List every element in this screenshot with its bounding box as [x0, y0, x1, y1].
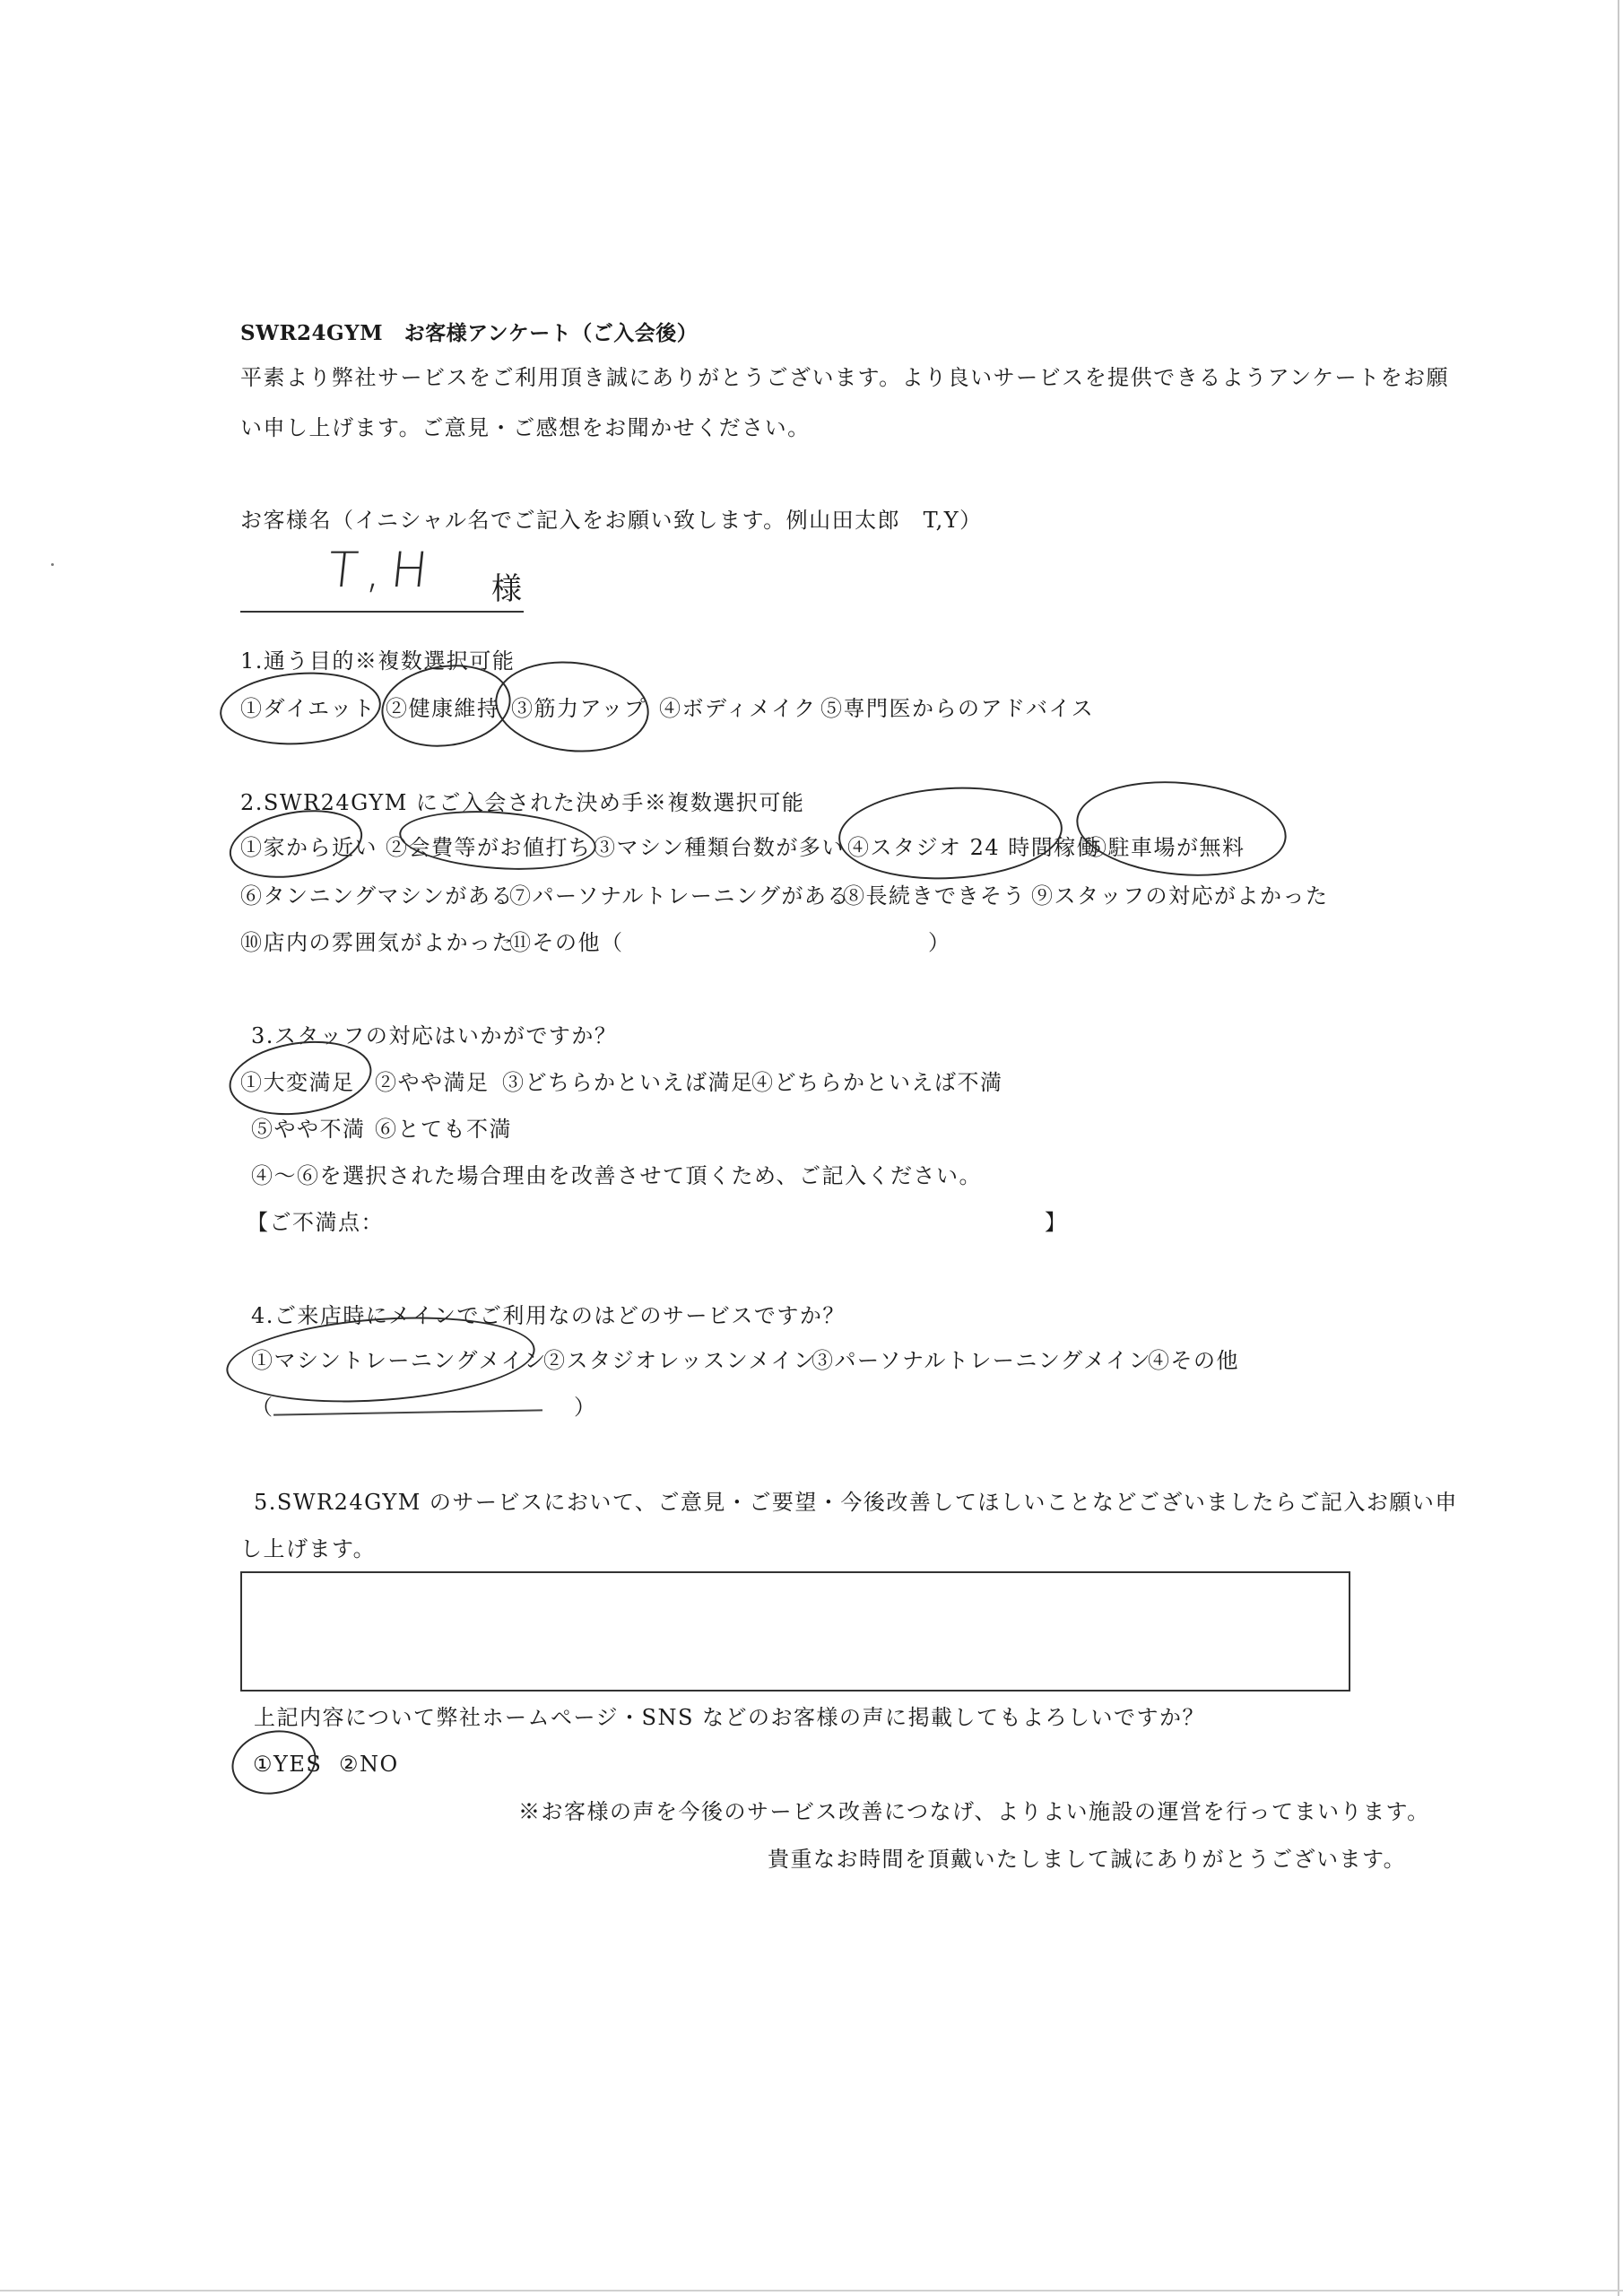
selection-circle	[837, 782, 1065, 885]
q3-option-1: ①大変満足	[240, 1070, 355, 1095]
q2-option-4: ④スタジオ 24 時間稼働	[847, 835, 1100, 860]
q5-title-line2: し上げます。	[240, 1536, 377, 1561]
pencil-stroke	[273, 1409, 542, 1415]
q1-option-3: ③筋力アップ	[511, 696, 647, 721]
q1-option-1: ①ダイエット	[240, 696, 377, 721]
publish-question: 上記内容について弊社ホームページ・SNS などのお客様の声に掲載してもよろしいですか？	[254, 1705, 1206, 1730]
q2-option-10: ⑩店内の雰囲気がよかった	[240, 930, 515, 955]
q4-title: 4.ご来店時にメインでご利用なのはどのサービスですか？	[251, 1303, 846, 1328]
q4-option-2: ②スタジオレッスンメイン	[543, 1348, 817, 1373]
selection-circle	[217, 667, 383, 750]
q1-option-2: ②健康維持	[386, 696, 500, 721]
q1-option-4: ④ボディメイク	[659, 696, 817, 721]
footer-note: ※お客様の声を今後のサービス改善につなげ、よりよい施設の運営を行ってまいります。	[518, 1799, 1430, 1824]
intro-text-line2: い申し上げます。ご意見・ご感想をお聞かせください。	[240, 415, 811, 440]
q2-option-1: ①家から近い	[240, 835, 378, 860]
q3-option-4: ④どちらかといえば不満	[751, 1070, 1003, 1095]
q3-option-2: ②やや満足	[375, 1070, 490, 1095]
name-suffix: 様	[491, 571, 522, 607]
q4-other-close: ）	[574, 1395, 597, 1420]
q1-title: 1.通う目的※複数選択可能	[240, 648, 516, 674]
q3-option-6: ⑥とても不満	[375, 1117, 512, 1142]
dissatisfaction-close: 】	[1045, 1210, 1068, 1235]
q4-other-open: （	[251, 1395, 274, 1420]
q2-option-6: ⑥タンニングマシンがある	[240, 883, 514, 909]
q4-option-1: ①マシントレーニングメイン	[251, 1348, 547, 1373]
scan-speck	[51, 563, 54, 566]
dissatisfaction-label: 【ご不満点：	[247, 1210, 384, 1235]
scan-edge-right	[1618, 0, 1619, 2296]
q4-option-4: ④その他	[1148, 1348, 1239, 1373]
q3-option-3: ③どちらかといえば満足	[502, 1070, 754, 1095]
name-underline	[240, 611, 524, 613]
q2-title: 2.SWR24GYM にご入会された決め手※複数選択可能	[240, 790, 805, 815]
q3-note: ④〜⑥を選択された場合理由を改善させて頂くため、ご記入ください。	[251, 1163, 983, 1188]
intro-text-line1: 平素より弊社サービスをご利用頂き誠にありがとうございます。より良いサービスを提供できるようアンケートをお願	[240, 365, 1450, 390]
handwritten-initials: T,H	[325, 542, 440, 598]
q2-option-7: ⑦パーソナルトレーニングがある	[509, 883, 850, 909]
q4-option-3: ③パーソナルトレーニングメイン	[812, 1348, 1152, 1373]
publish-option-yes: ①YES	[253, 1752, 323, 1777]
q2-option-5: ⑤駐車場が無料	[1085, 835, 1245, 860]
q2-option-9: ⑨スタッフの対応がよかった	[1031, 883, 1329, 909]
selection-circle	[490, 654, 654, 759]
q3-title: 3.スタッフの対応はいかがですか？	[251, 1023, 618, 1048]
publish-option-no: ②NO	[339, 1752, 399, 1777]
q5-answer-box[interactable]	[240, 1571, 1350, 1692]
scan-edge-bottom	[0, 2290, 1623, 2292]
selection-circle	[226, 1723, 322, 1802]
selection-circle	[1072, 773, 1290, 884]
q2-option-2: ②会費等がお値打ち	[386, 835, 592, 860]
q2-other-close: ）	[928, 930, 951, 955]
survey-title: SWR24GYM お客様アンケート（ご入会後）	[240, 321, 699, 345]
q2-option-3: ③マシン種類台数が多い	[594, 835, 845, 860]
q2-option-8: ⑧長続きできそう	[843, 883, 1026, 909]
footer-thanks: 貴重なお時間を頂戴いたしまして誠にありがとうございます。	[768, 1847, 1407, 1872]
q3-option-5: ⑤やや不満	[251, 1117, 366, 1142]
q2-option-11: ⑪その他（	[509, 930, 624, 955]
q5-title-line1: 5.SWR24GYM のサービスにおいて、ご意見・ご要望・今後改善してほしいことなどございましたらご記入お願い申	[254, 1490, 1458, 1515]
name-label: お客様名（イニシャル名でご記入をお願い致します。例山田太郎 T,Y）	[240, 508, 983, 533]
q1-option-5: ⑤専門医からのアドバイス	[820, 696, 1095, 721]
